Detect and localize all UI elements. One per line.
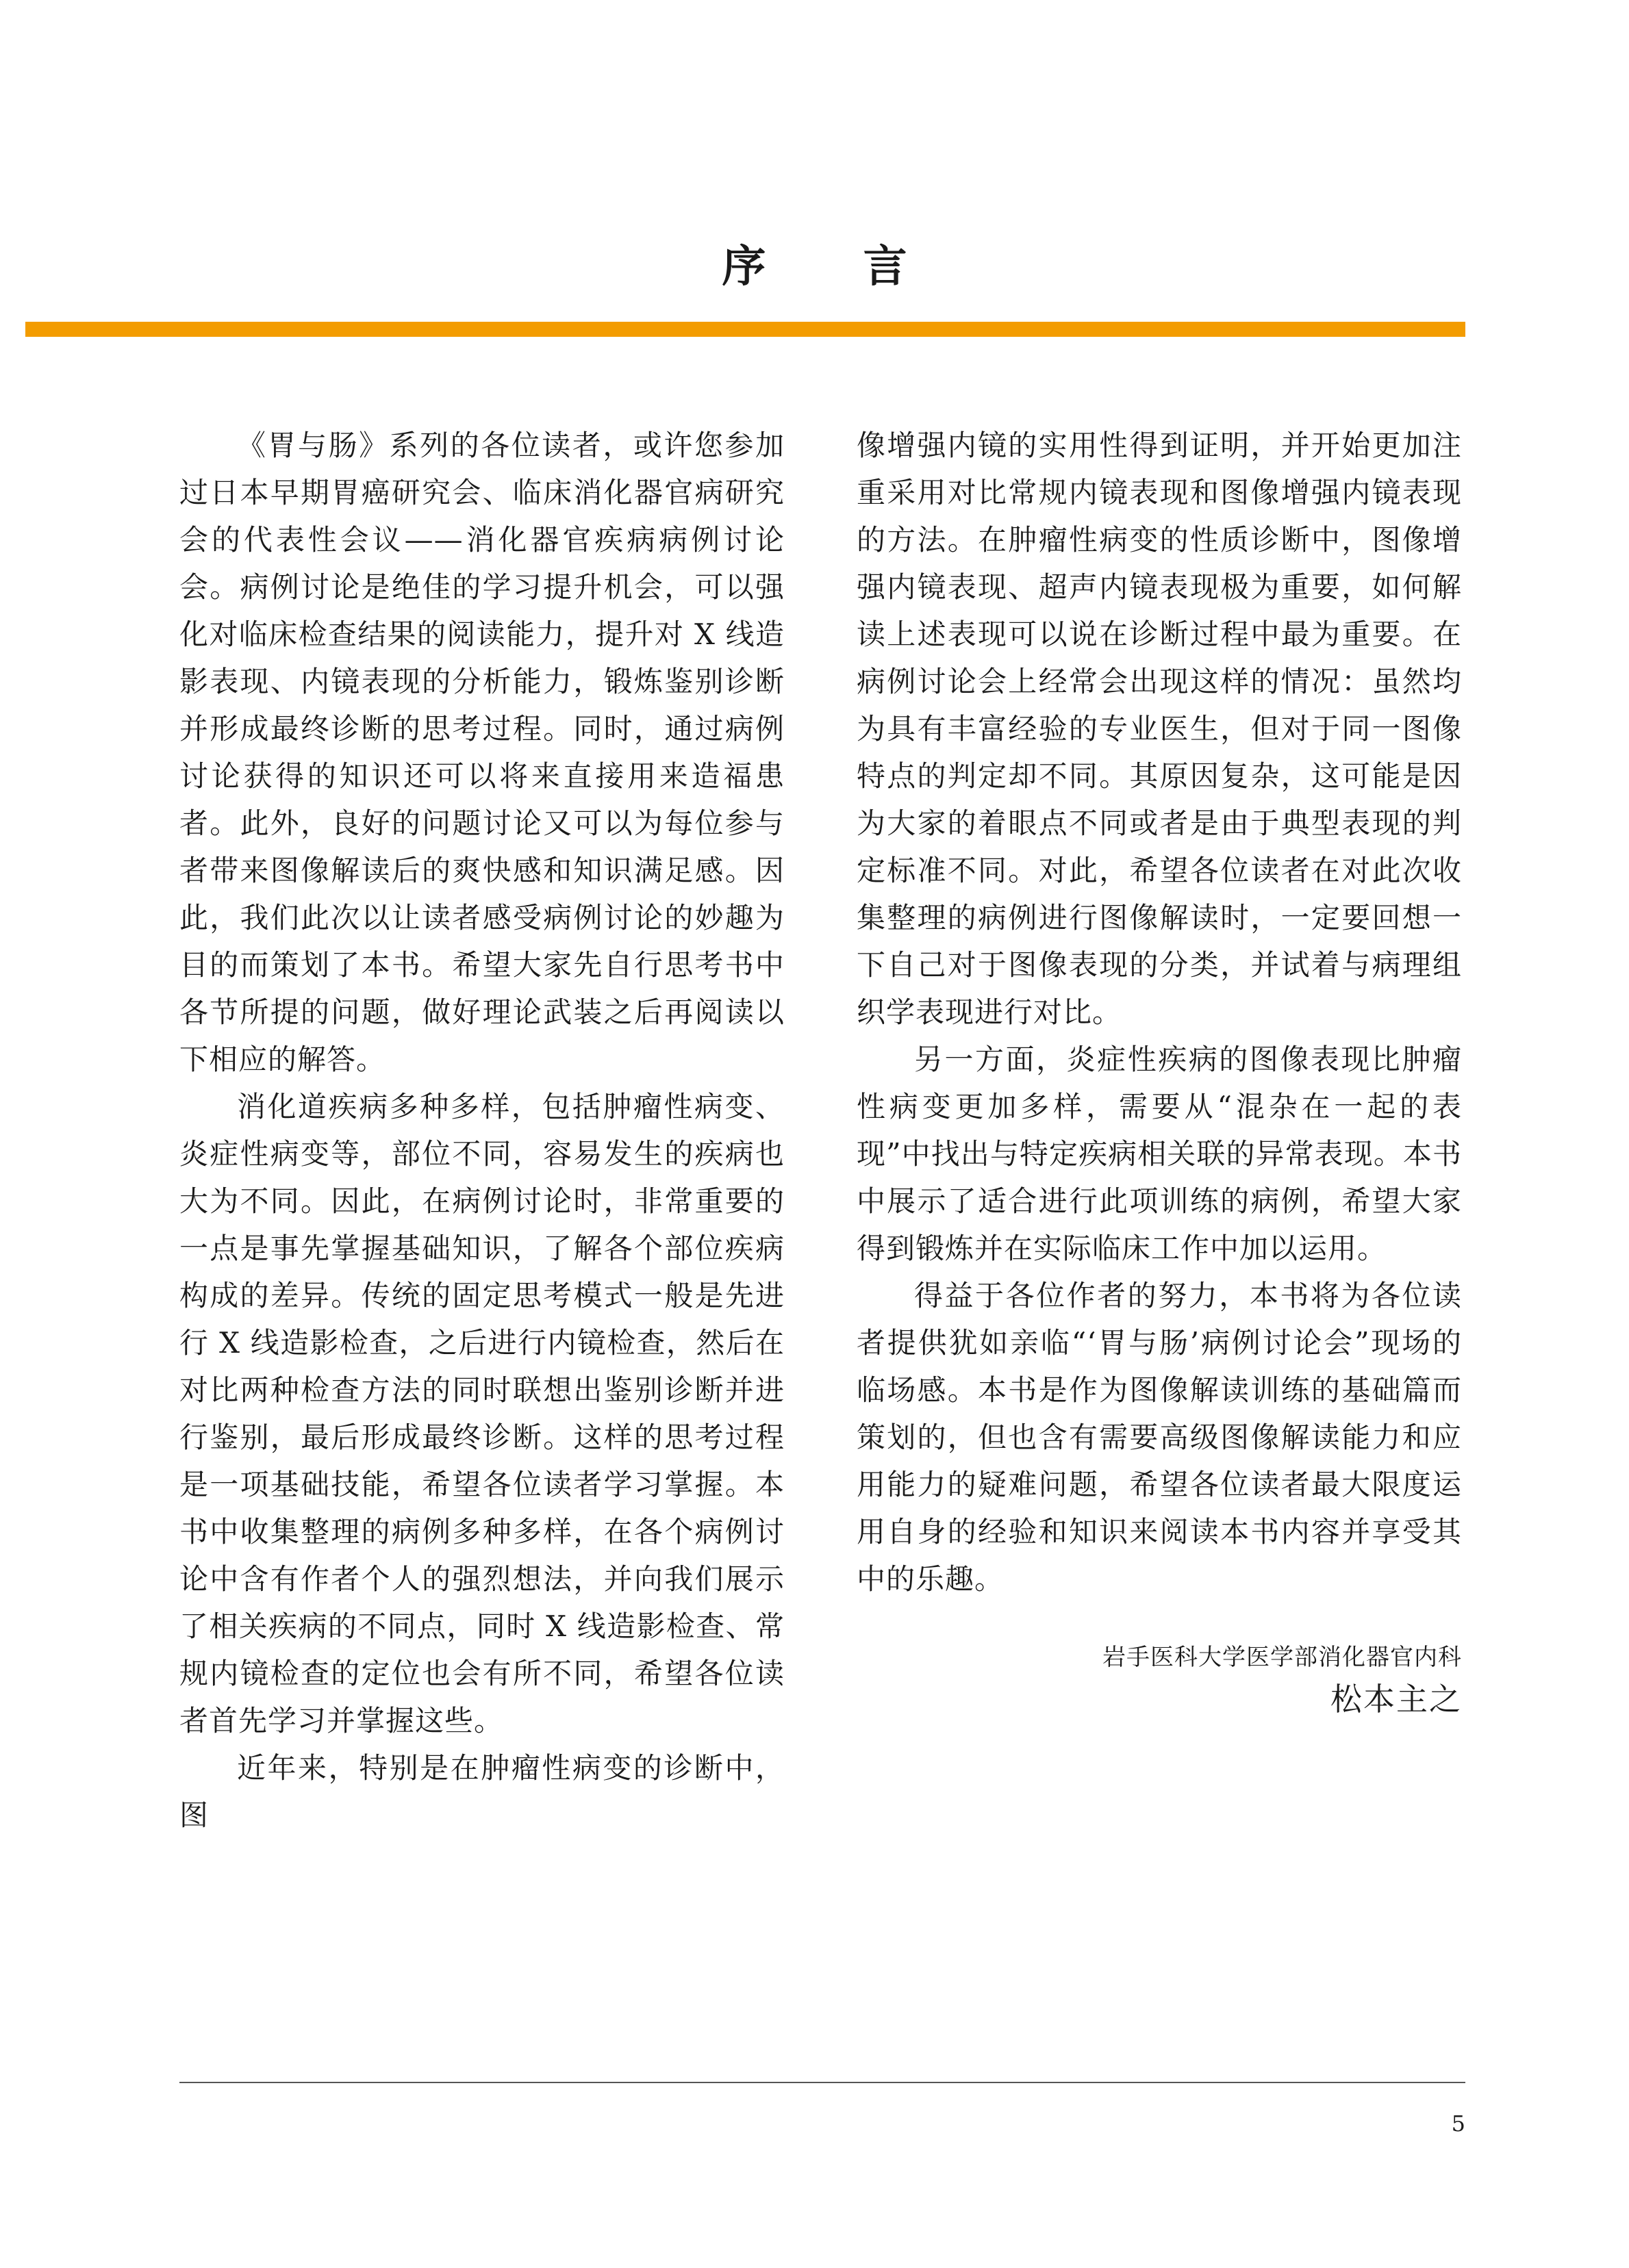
paragraph-3-continued: 像增强内镜的实用性得到证明，并开始更加注重采用对比常规内镜表现和图像增强内镜表现的方法。在肿瘤性病变的性质诊断中，图像增强内镜表现、超声内镜表现极为重要，如何解读上述表现可以说在诊断过程中最为重要。在病例讨论会上经常会出现这样的情况：虽然均为具有丰富经验的专业医生，但对于同一图像特点的判定却不同。其原因复杂，这可能是因为大家的着眼点不同或者是由于典型表现的判定标准不同。对此，希望各位读者在对此次收集整理的病例进行图像解读时，一定要回想一下自己对于图像表现的分类，并试着与病理组织学表现进行对比。	[857, 429, 1462, 1029]
page-title: 序 言	[722, 242, 948, 292]
footer-rule	[179, 2082, 1465, 2083]
paragraph-5: 得益于各位作者的努力，本书将为各位读者提供犹如亲临“‘胃与肠’病例讨论会”现场的临场感。本书是作为图像解读训练的基础篇而策划的，但也含有需要高级图像解读能力和应用能力的疑难问题，希望各位读者最大限度运用自身的经验和知识来阅读本书内容并享受其中的乐趣。	[857, 1279, 1462, 1596]
left-column	[179, 422, 785, 1839]
author-name: 松本主之	[1330, 1681, 1462, 1718]
page-number: 5	[1451, 2111, 1465, 2137]
title-accent-bar	[25, 322, 1465, 337]
author-affiliation: 岩手医科大学医学部消化器官内科	[1102, 1644, 1462, 1671]
paragraph-1: 《胃与肠》系列的各位读者，或许您参加过日本早期胃癌研究会、临床消化器官病研究会的代表性会议——消化器官疾病病例讨论会。病例讨论是绝佳的学习提升机会，可以强化对临床检查结果的阅读能力，提升对 X 线造影表现、内镜表现的分析能力，锻炼鉴别诊断并形成最终诊断的思考过程。同时，通过病例讨论获得的知识还可以将来直接用来造福患者。此外，良好的问题讨论又可以为每位参与者带来图像解读后的爽快感和知识满足感。因此，我们此次以让读者感受病例讨论的妙趣为目的而策划了本书。希望大家先自行思考书中各节所提的问题，做好理论武装之后再阅读以下相应的解答。	[179, 429, 785, 1076]
signature-block	[857, 1638, 1462, 1722]
paragraph-4: 另一方面，炎症性疾病的图像表现比肿瘤性病变更加多样，需要从“混杂在一起的表现”中找出与特定疾病相关联的异常表现。本书中展示了适合进行此项训练的病例，希望大家得到锻炼并在实际临床工作中加以运用。	[857, 1043, 1462, 1265]
right-column	[857, 422, 1462, 1722]
paragraph-3-start: 近年来，特别是在肿瘤性病变的诊断中，图	[179, 1751, 785, 1832]
paragraph-2: 消化道疾病多种多样，包括肿瘤性病变、炎症性病变等，部位不同，容易发生的疾病也大为不同。因此，在病例讨论时，非常重要的一点是事先掌握基础知识，了解各个部位疾病构成的差异。传统的固定思考模式一般是先进行 X 线造影检查，之后进行内镜检查，然后在对比两种检查方法的同时联想出鉴别诊断并进行鉴别，最后形成最终诊断。这样的思考过程是一项基础技能，希望各位读者学习掌握。本书中收集整理的病例多种多样，在各个病例讨论中含有作者个人的强烈想法，并向我们展示了相关疾病的不同点，同时 X 线造影检查、常规内镜检查的定位也会有所不同，希望各位读者首先学习并掌握这些。	[179, 1090, 785, 1737]
